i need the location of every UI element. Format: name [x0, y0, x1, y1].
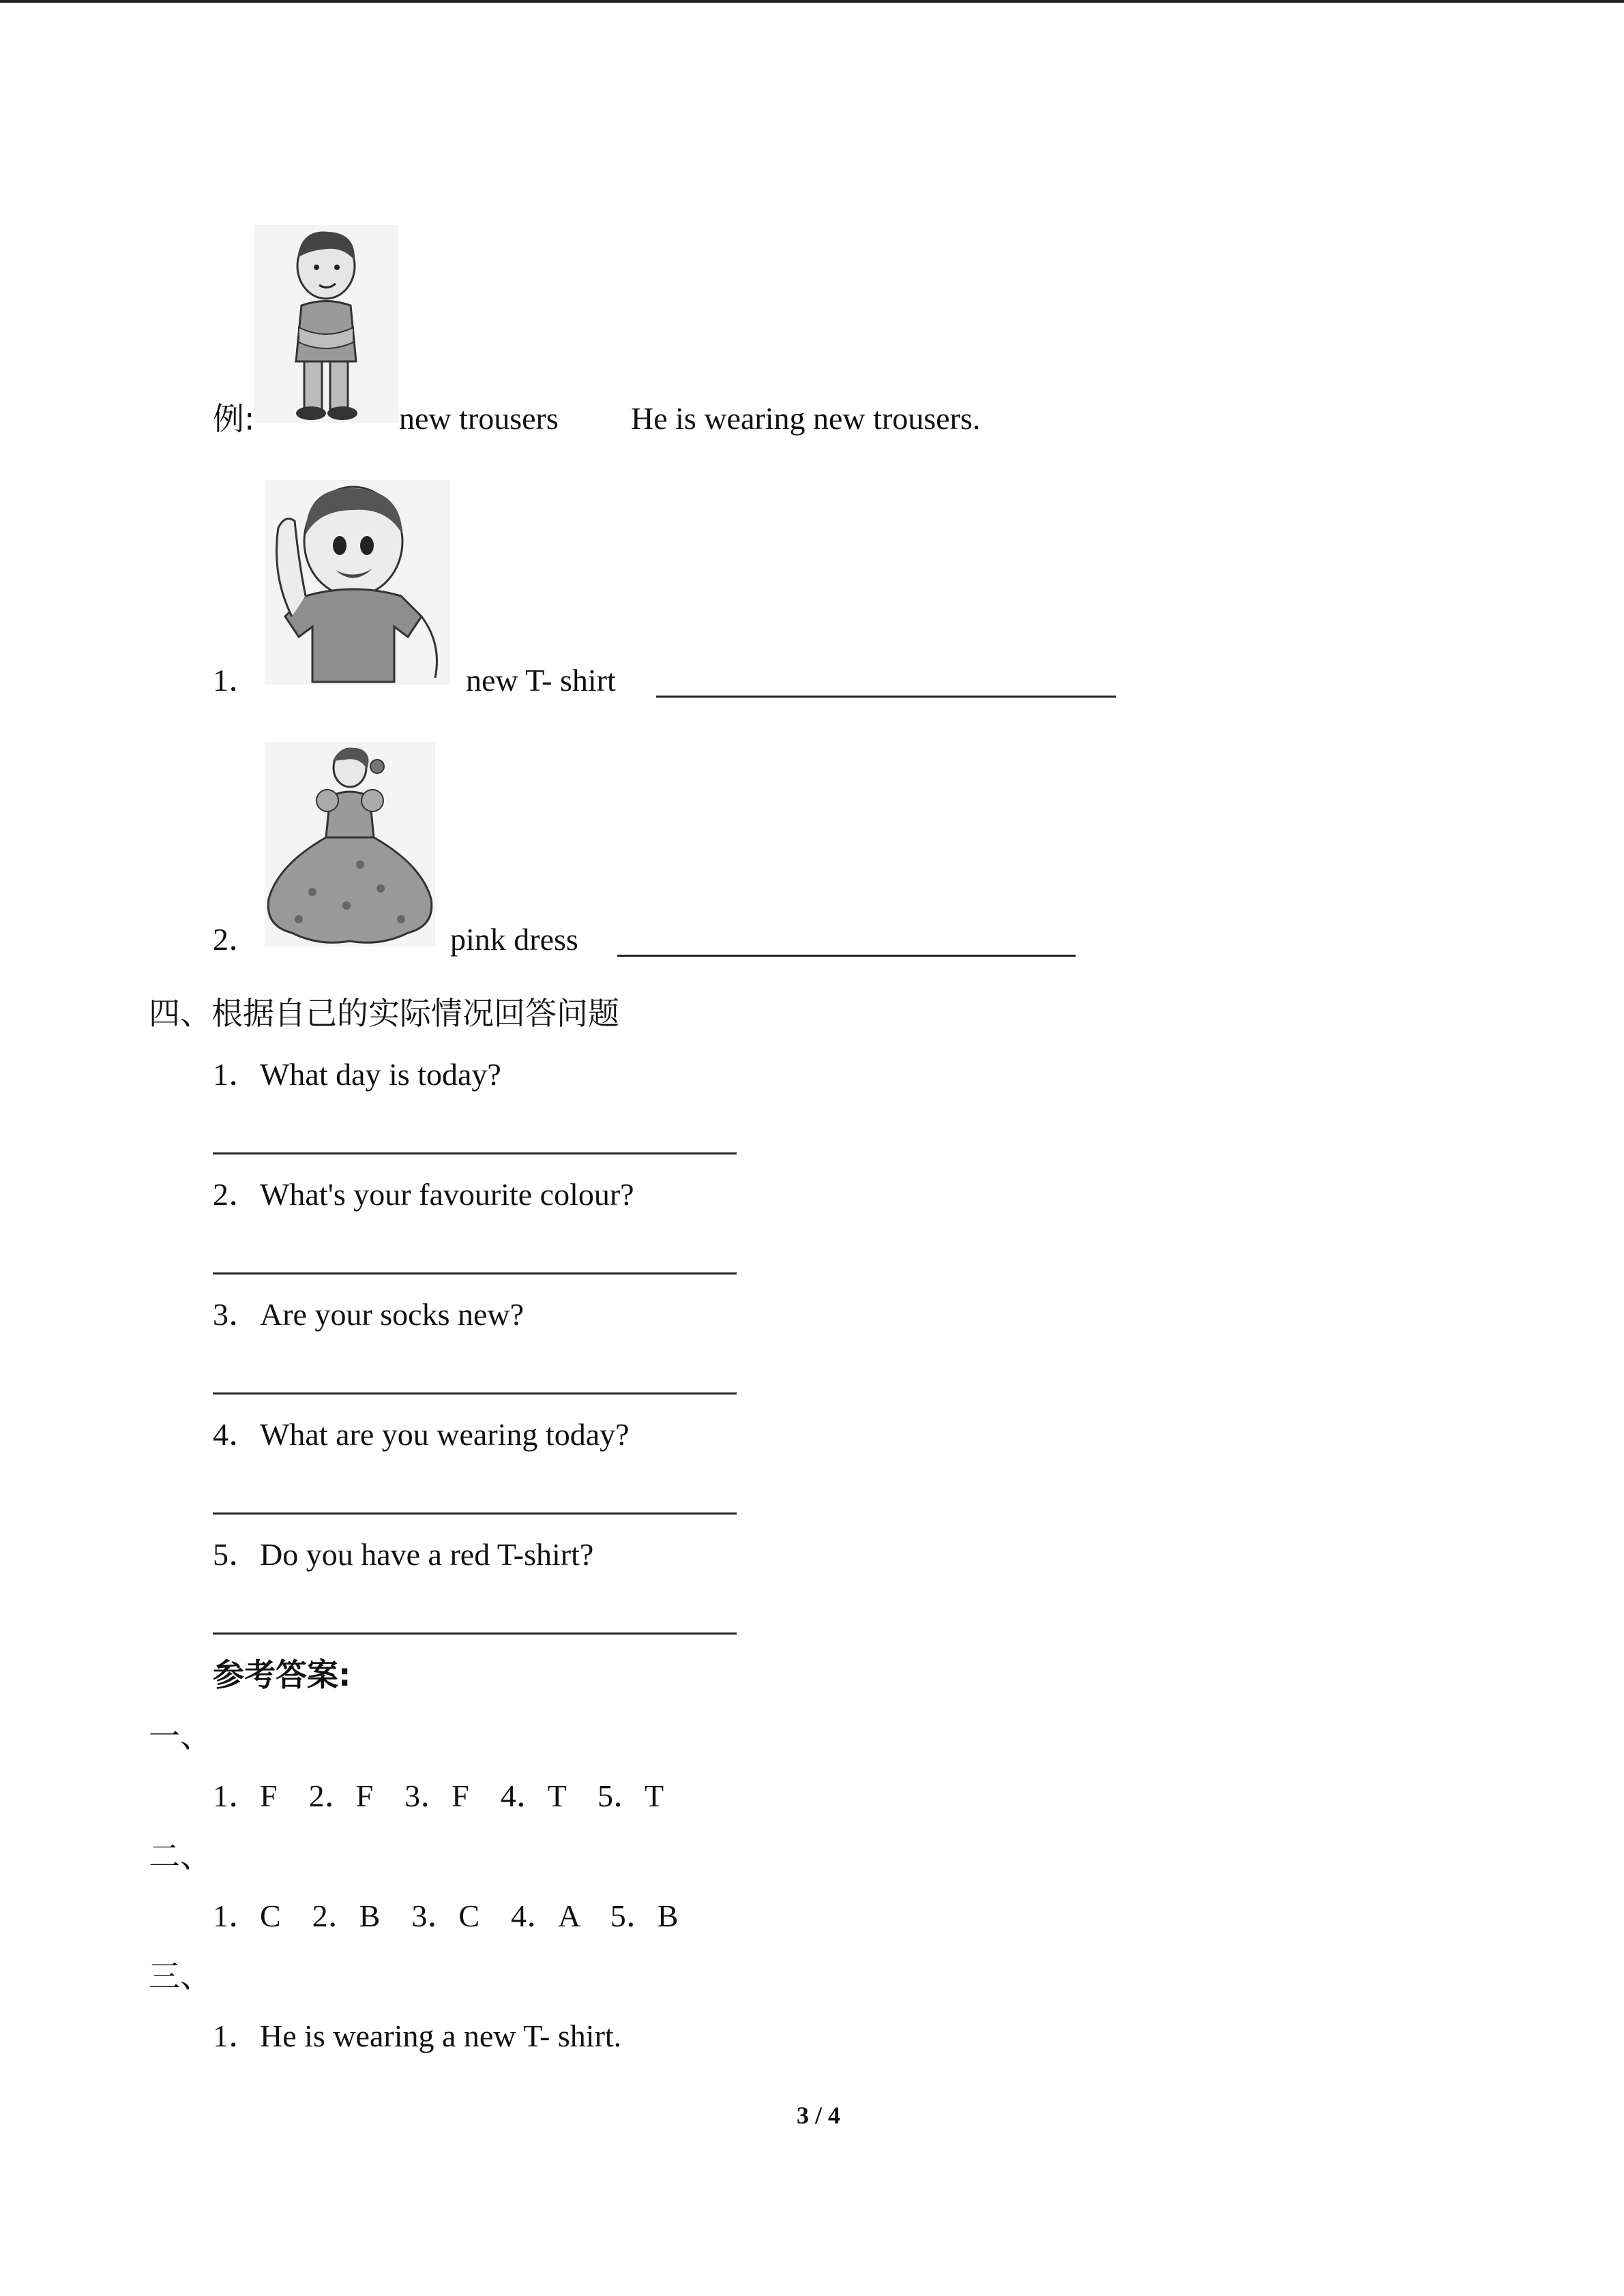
question-2: [213, 1176, 634, 1214]
answers-part-3-label: 三、: [149, 1958, 211, 1995]
question-1-answer-line[interactable]: [213, 1152, 737, 1154]
item-1-number: 1．: [213, 663, 260, 698]
question-3-answer-line[interactable]: [213, 1392, 737, 1395]
answers-title: 参考答案:: [213, 1656, 351, 1693]
boy-illustration: [265, 480, 450, 685]
question-2-answer-line[interactable]: [213, 1272, 737, 1274]
question-2-text: What's your favourite colour?: [260, 1177, 634, 1212]
question-5-text: Do you have a red T-shirt?: [260, 1537, 594, 1572]
section-4-heading: 四、根据自己的实际情况回答问题: [149, 995, 619, 1032]
question-4: [213, 1416, 630, 1454]
page-number: 3 / 4: [796, 2102, 840, 2129]
question-4-text: What are you wearing today?: [260, 1417, 630, 1452]
item-2-answer-line[interactable]: [617, 955, 1076, 957]
page-top-border: [0, 0, 1624, 3]
answers-part-1-label: 一、: [149, 1718, 211, 1755]
question-3-number: 3．: [213, 1297, 260, 1332]
example-prefix: 例:: [213, 400, 255, 437]
question-4-answer-line[interactable]: [213, 1512, 737, 1515]
girl-dress-illustration: [265, 742, 435, 946]
question-4-number: 4．: [213, 1417, 260, 1452]
answers-part-1-line: 1．F 2．F 3．F 4．T 5．T: [213, 1778, 664, 1813]
question-5: [213, 1536, 593, 1574]
item-2-number: 2．: [213, 922, 260, 957]
example-sentence: He is wearing new trousers.: [631, 401, 981, 436]
question-1: [213, 1056, 501, 1094]
question-3-text: Are your socks new?: [260, 1297, 525, 1332]
question-3: [213, 1296, 524, 1334]
question-1-number: 1．: [213, 1057, 260, 1092]
item-1-phrase: new T- shirt: [466, 663, 616, 698]
item-1-answer-line[interactable]: [656, 696, 1116, 698]
item-2-phrase: pink dress: [450, 922, 578, 957]
question-1-text: What day is today?: [260, 1057, 501, 1092]
example-phrase: new trousers: [399, 401, 559, 436]
answers-part-2-line: 1．C 2．B 3．C 4．A 5．B: [213, 1898, 679, 1933]
question-5-answer-line[interactable]: [213, 1632, 737, 1635]
question-5-number: 5．: [213, 1537, 260, 1572]
man-illustration: [254, 225, 398, 423]
answers-part-2-label: 二、: [149, 1838, 211, 1875]
question-2-number: 2．: [213, 1177, 260, 1212]
answers-part-3-line: 1．He is wearing a new T- shirt.: [213, 2018, 622, 2053]
